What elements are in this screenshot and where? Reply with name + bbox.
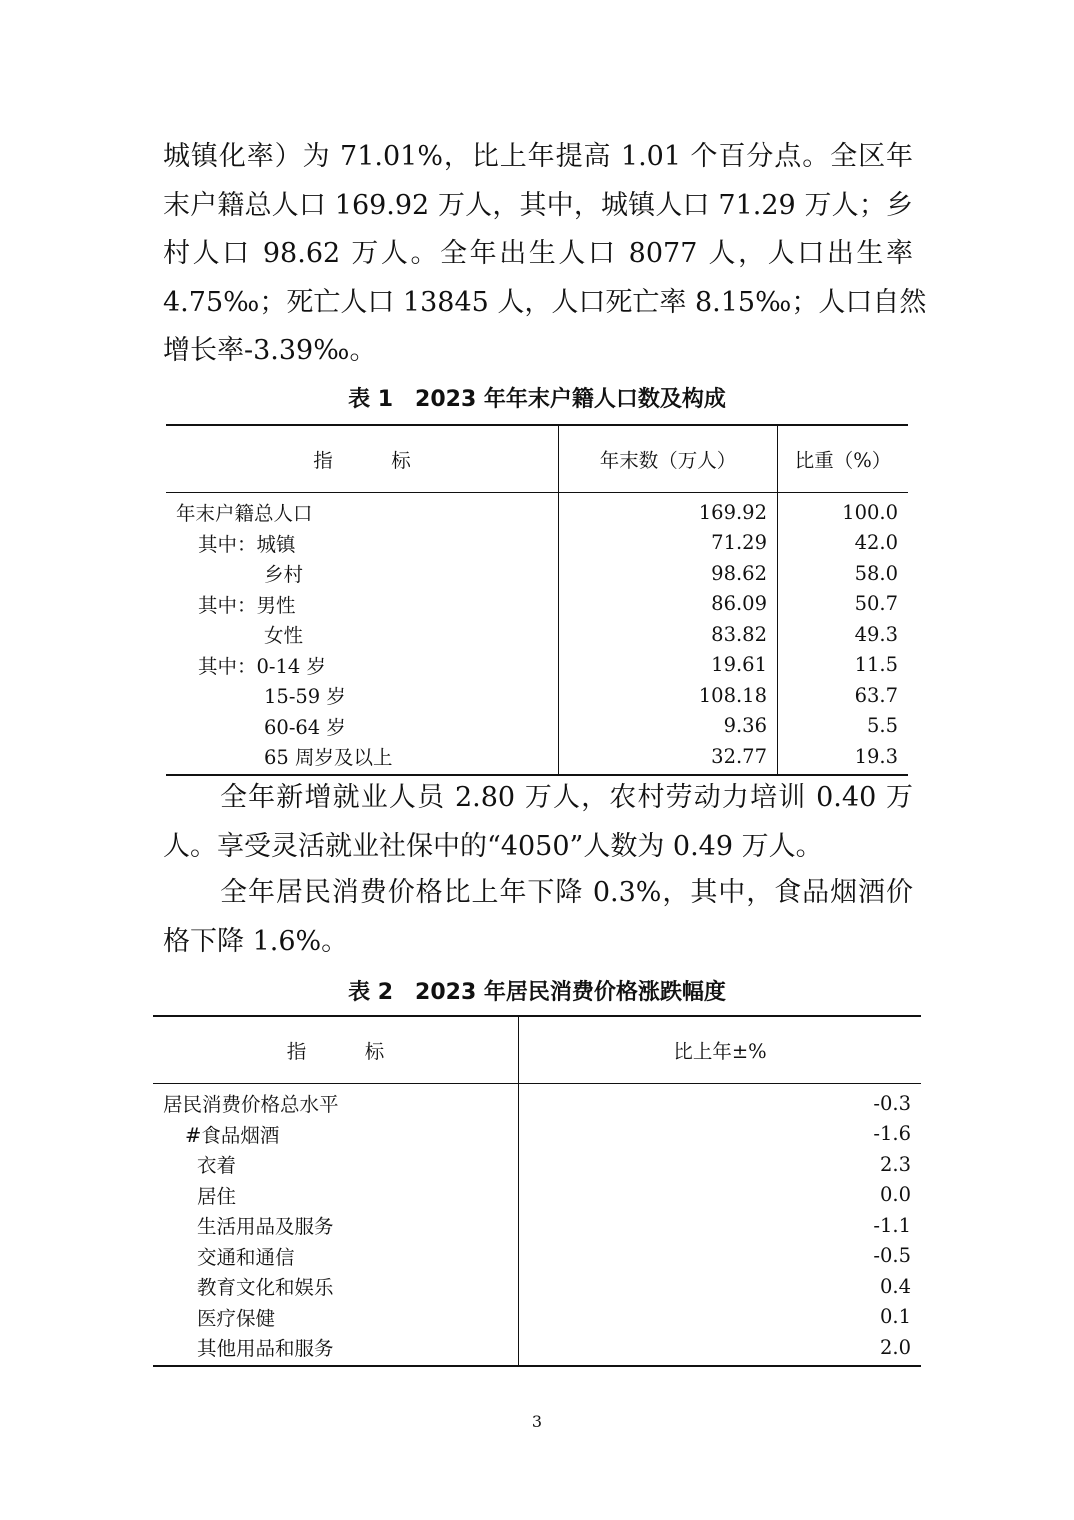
- paragraph-employment: [163, 774, 913, 871]
- row-value: 86.09: [559, 589, 778, 620]
- column-header-indicator: 指 标: [166, 425, 559, 493]
- paragraph-cpi: [163, 869, 913, 966]
- paragraph-line: 末户籍总人口 169.92 万人，其中，城镇人口 71.29 万人；乡: [163, 189, 913, 221]
- row-share: 42.0: [854, 531, 898, 555]
- row-value: -1.6: [873, 1122, 911, 1146]
- row-share: 11.5: [854, 653, 898, 677]
- paragraph-line: 增长率-3.39‰。: [163, 335, 377, 366]
- paragraph-line: 全年居民消费价格比上年下降 0.3%，其中，食品烟酒价: [220, 877, 913, 908]
- paragraph-line: 人。享受灵活就业社保中的“4050”人数为 0.49 万人。: [163, 830, 823, 862]
- table-row: [166, 650, 908, 681]
- column-header-year-end: 年末数（万人）: [559, 425, 778, 493]
- row-share: 49.3: [854, 622, 898, 646]
- row-value: 0.0: [879, 1183, 911, 1207]
- row-value: 2.3: [879, 1152, 911, 1176]
- table-row: [153, 1302, 921, 1333]
- row-label: 医疗保健: [153, 1302, 519, 1333]
- row-label: 其中：城镇: [166, 528, 559, 559]
- row-label: 60-64 岁: [166, 711, 559, 742]
- table-row: [153, 1119, 921, 1150]
- table-row: [166, 711, 908, 742]
- table-header-row: [153, 1016, 921, 1084]
- row-value: -0.5: [873, 1244, 911, 1268]
- table-row: [153, 1084, 921, 1119]
- table-row: [153, 1271, 921, 1302]
- row-value: 32.77: [559, 741, 778, 775]
- row-share: 19.3: [854, 744, 898, 768]
- table-row: [153, 1332, 921, 1366]
- table-row: [153, 1210, 921, 1241]
- table-row: [166, 741, 908, 775]
- row-label: 教育文化和娱乐: [153, 1271, 519, 1302]
- row-value: 0.4: [879, 1274, 911, 1298]
- paragraph-line: 村人口 98.62 万人。全年出生人口 8077 人，人口出生率: [163, 238, 913, 269]
- table1-caption: 表 1 2023 年年末户籍人口数及构成: [348, 387, 726, 412]
- row-label: 15-59 岁: [166, 680, 559, 711]
- row-share: 63.7: [854, 683, 898, 707]
- paragraph-line: 4.75‰；死亡人口 13845 人，人口死亡率 8.15‰；人口自然: [163, 286, 927, 318]
- column-header-share: 比重（%）: [778, 425, 909, 493]
- row-share: 5.5: [866, 714, 898, 738]
- row-label: 其中：男性: [166, 589, 559, 620]
- row-value: 83.82: [559, 619, 778, 650]
- row-value: 169.92: [559, 493, 778, 528]
- population-table: [166, 424, 908, 776]
- row-value: -0.3: [873, 1091, 911, 1115]
- table-row: [166, 528, 908, 559]
- row-value: 98.62: [559, 558, 778, 589]
- table-row: [153, 1149, 921, 1180]
- row-label: 乡村: [166, 558, 559, 589]
- paragraph-line: 全年新增就业人员 2.80 万人，农村劳动力培训 0.40 万: [220, 782, 913, 813]
- row-share: 58.0: [854, 561, 898, 585]
- row-value: 9.36: [559, 711, 778, 742]
- row-label: 其中：0-14 岁: [166, 650, 559, 681]
- row-label: 65 周岁及以上: [166, 741, 559, 775]
- table-row: [166, 680, 908, 711]
- row-value: 71.29: [559, 528, 778, 559]
- row-share: 50.7: [854, 592, 898, 616]
- row-value: -1.1: [873, 1213, 911, 1237]
- table-row: [166, 558, 908, 589]
- row-value: 0.1: [879, 1305, 911, 1329]
- table-row: [153, 1241, 921, 1272]
- cpi-table: [153, 1015, 921, 1367]
- row-label: #食品烟酒: [153, 1119, 519, 1150]
- row-value: 2.0: [879, 1335, 911, 1359]
- paragraph-population: [163, 133, 927, 376]
- row-label: 其他用品和服务: [153, 1332, 519, 1366]
- row-value: 108.18: [559, 680, 778, 711]
- row-label: 生活用品及服务: [153, 1210, 519, 1241]
- table-row: [166, 619, 908, 650]
- table-header-row: [166, 425, 908, 493]
- row-label: 居住: [153, 1180, 519, 1211]
- row-value: 19.61: [559, 650, 778, 681]
- row-label: 女性: [166, 619, 559, 650]
- row-label: 衣着: [153, 1149, 519, 1180]
- page-number: 3: [531, 1412, 543, 1431]
- table-row: [166, 493, 908, 528]
- row-share: 100.0: [842, 500, 898, 524]
- table2-caption: 表 2 2023 年居民消费价格涨跌幅度: [348, 980, 726, 1005]
- row-label: 交通和通信: [153, 1241, 519, 1272]
- paragraph-line: 城镇化率）为 71.01%，比上年提高 1.01 个百分点。全区年: [163, 141, 913, 172]
- column-header-indicator: 指 标: [153, 1016, 519, 1084]
- row-label: 年末户籍总人口: [166, 493, 559, 528]
- row-label: 居民消费价格总水平: [153, 1084, 519, 1119]
- table-row: [153, 1180, 921, 1211]
- table-row: [166, 589, 908, 620]
- column-header-change: 比上年±%: [519, 1016, 922, 1084]
- paragraph-line: 格下降 1.6%。: [163, 925, 349, 957]
